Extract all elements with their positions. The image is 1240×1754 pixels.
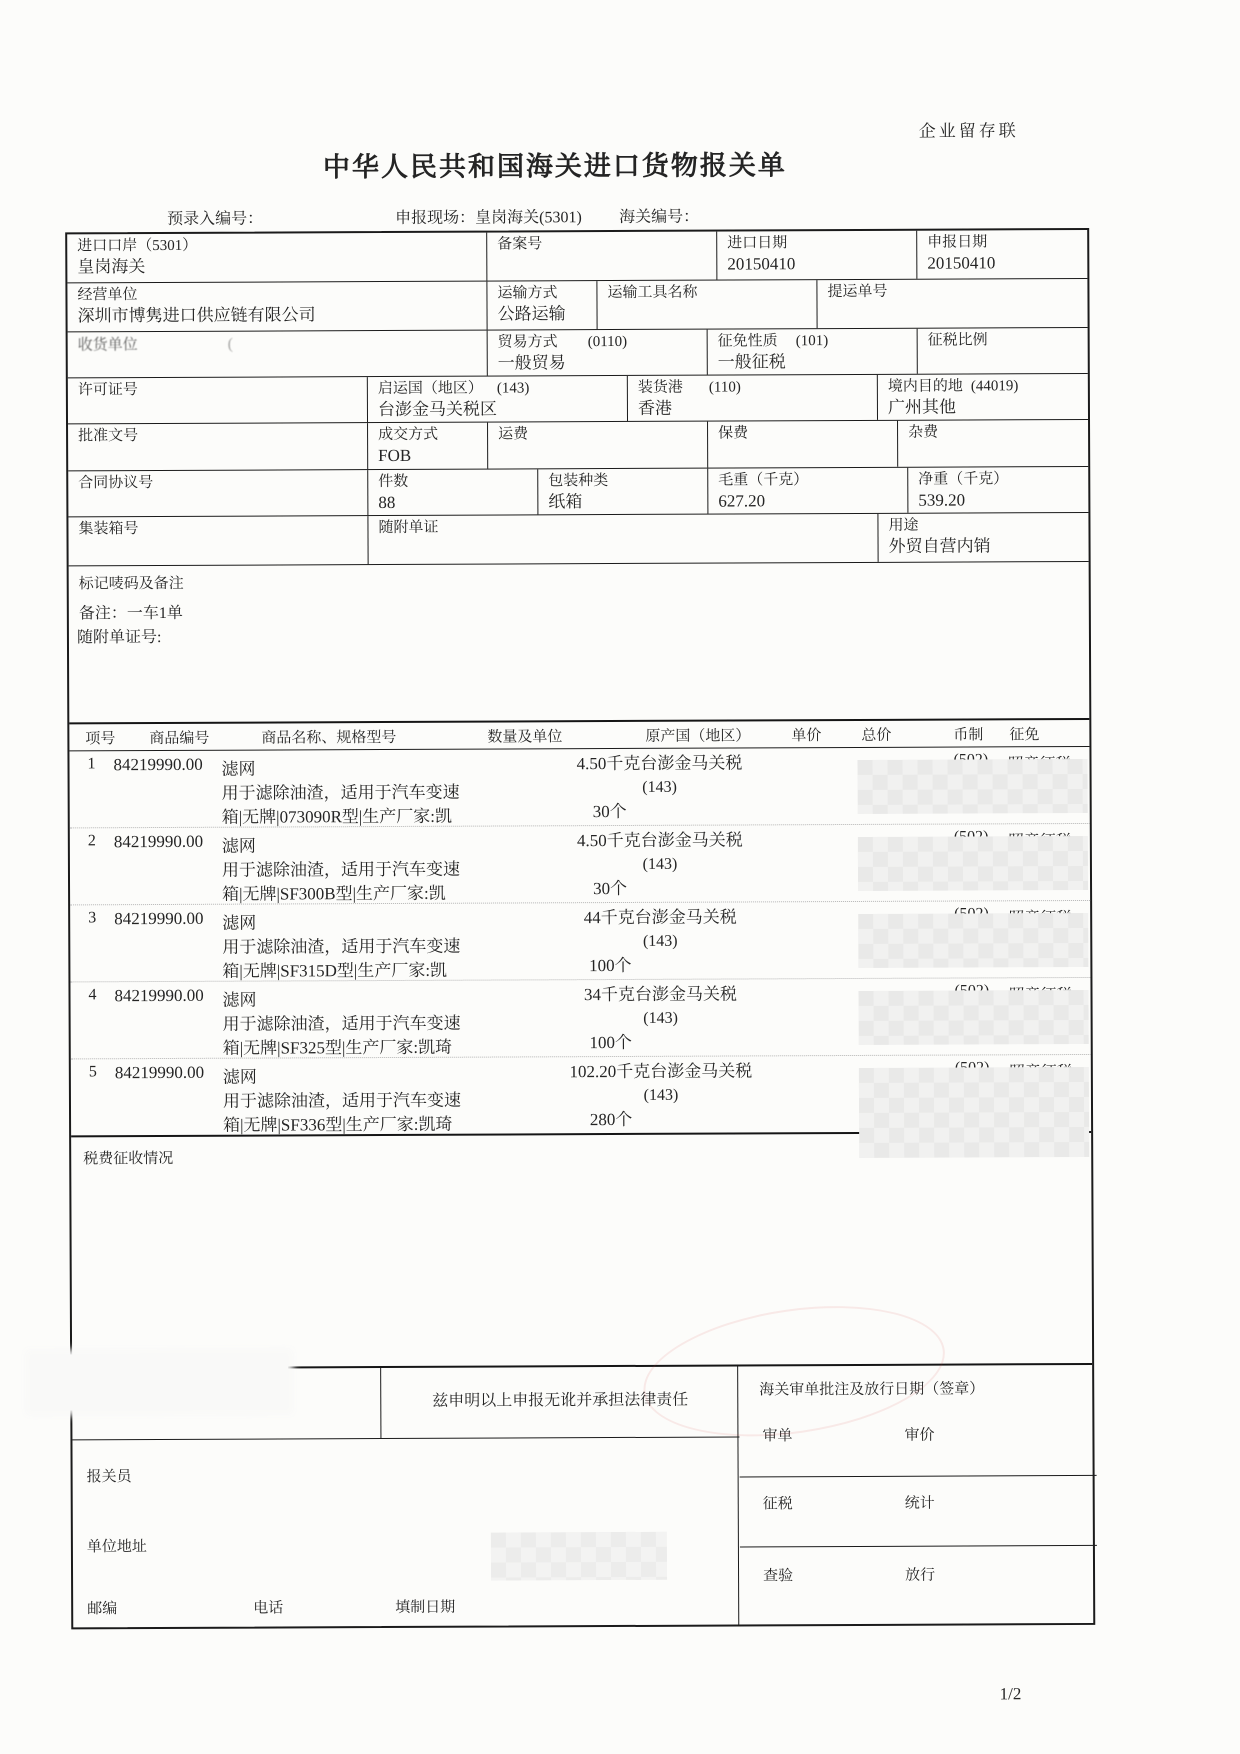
- item-hs-code: 84219990.00: [113, 755, 203, 775]
- container-no-label: 集装箱号: [78, 521, 139, 538]
- field-bill-no: [817, 279, 1087, 328]
- col-hs-code: 商品编号: [149, 731, 210, 748]
- field-origin-country: [368, 376, 628, 422]
- zip-label: 邮编: [87, 1601, 118, 1618]
- divider: [740, 1545, 1097, 1548]
- origin-country-code: (143): [496, 380, 530, 397]
- field-record-no: [487, 232, 717, 281]
- item-no: 3: [88, 909, 97, 927]
- field-pack-type: [538, 469, 708, 515]
- divider: [740, 1475, 1097, 1478]
- field-misc-fee: [898, 420, 1088, 467]
- attached-doc-no-label: 随附单证号:: [76, 629, 162, 647]
- transport-mode-label: 运输方式: [497, 285, 558, 302]
- item-row-1: [69, 747, 1089, 828]
- levy-nature-code: (101): [795, 333, 829, 350]
- item-row-4: [70, 978, 1090, 1059]
- destination-code: (44019): [970, 378, 1019, 395]
- item-name: 滤网: [222, 991, 257, 1011]
- origin-country-label-line: 启运国（地区） (143): [377, 380, 530, 398]
- copy-label: 企业留存联: [918, 121, 1019, 141]
- marks-label: 标记唛码及备注: [78, 576, 184, 593]
- col-total-price: 总价: [861, 728, 892, 745]
- transport-mode-value: 公路运输: [497, 303, 566, 324]
- item-qty-count: 30个: [593, 879, 628, 899]
- item-desc-line1: 用于滤除油渣，适用于汽车变速: [222, 937, 461, 958]
- field-attached-docs: [368, 514, 878, 564]
- customs-note-label: 海关审单批注及放行日期（签章）: [759, 1381, 985, 1399]
- item-origin-code: (143): [642, 933, 678, 951]
- item-qty-weight: 4.50千克台澎金马关税: [576, 830, 743, 851]
- field-gross-weight: [708, 468, 908, 514]
- import-port-value: 皇岗海关: [77, 256, 146, 277]
- item-no: 4: [88, 986, 97, 1004]
- price-redaction: [859, 990, 1089, 1045]
- approval-no-label: 批准文号: [78, 428, 139, 445]
- import-date-label: 进口日期: [727, 235, 788, 252]
- phone-label: 电话: [253, 1600, 284, 1618]
- col-item-no: 项号: [85, 731, 116, 748]
- item-qty-origin: [499, 752, 819, 825]
- item-qty-weight: 102.20千克台澎金马关税: [569, 1061, 753, 1082]
- field-license-no: [68, 377, 368, 423]
- declarant-label: 报关员: [86, 1469, 132, 1486]
- row-import-port: [67, 230, 1087, 282]
- field-import-date: [717, 231, 917, 280]
- field-container-no: [68, 517, 368, 566]
- price-redaction: [858, 836, 1088, 891]
- col-origin: 原产国（地区）: [645, 728, 751, 746]
- usage-label: 用途: [888, 518, 919, 535]
- item-name: 滤网: [222, 1068, 257, 1088]
- tax-collection-label: 税费征收情况: [83, 1151, 174, 1168]
- item-name: 滤网: [221, 837, 256, 857]
- trade-mode-label-line: 贸易方式 (0110): [497, 333, 628, 351]
- record-no-label: 备案号: [497, 236, 543, 253]
- declare-date-label: 申报日期: [927, 234, 988, 251]
- col-unit-price: 单价: [791, 728, 822, 745]
- field-destination: [878, 374, 1088, 420]
- pack-type-value: 纸箱: [548, 492, 583, 512]
- item-hs-code: 84219990.00: [114, 1063, 205, 1083]
- attached-docs-label: 随附单证: [378, 520, 439, 537]
- field-tax-ratio: [918, 328, 1088, 374]
- field-declare-date: [917, 230, 1087, 279]
- divider: [72, 1437, 739, 1441]
- col-currency: 币制: [953, 727, 984, 744]
- item-row-3: [70, 901, 1090, 982]
- page-title: 中华人民共和国海关进口货物报关单: [322, 150, 787, 183]
- item-qty-count: 100个: [589, 956, 632, 976]
- loading-port-code: (110): [708, 379, 741, 396]
- trade-mode-code: (0110): [587, 333, 628, 351]
- price-redaction: [859, 1067, 1089, 1158]
- item-desc-line2: 箱|无牌|SF325型|生产厂家:凯琦: [222, 1038, 453, 1059]
- field-trade-mode: [488, 330, 708, 376]
- page-number: 1/2: [999, 1684, 1022, 1704]
- levy-nature-value: 一般征税: [717, 352, 786, 372]
- inspect-label: 查验: [763, 1568, 794, 1585]
- operator-label: 经营单位: [77, 287, 138, 304]
- price-review-label: 审价: [904, 1428, 935, 1445]
- consignee-redaction-mark: (: [227, 335, 234, 353]
- destination-value: 广州其他: [887, 397, 956, 417]
- import-date-value: 20150410: [727, 253, 796, 274]
- col-name-spec: 商品名称、规格型号: [261, 730, 397, 747]
- levy-label: 征税: [762, 1496, 793, 1513]
- trade-mode-value: 一般贸易: [497, 352, 566, 373]
- import-port-label: 进口口岸（5301）: [77, 237, 198, 255]
- contract-no-label: 合同协议号: [78, 475, 154, 492]
- levy-nature-label-line: 征免性质 (101): [717, 333, 829, 350]
- item-no: 1: [87, 755, 96, 773]
- field-transport-name: [597, 280, 817, 329]
- item-qty-count: 280个: [589, 1110, 633, 1130]
- declare-site: [395, 204, 582, 228]
- field-transport-mode: [487, 281, 597, 329]
- declaration-form: [65, 228, 1095, 1630]
- consignee-label: 收货单位 (: [77, 335, 234, 354]
- operator-value: 深圳市博隽进口供应链有限公司: [77, 305, 316, 326]
- gross-weight-value: 627.20: [718, 491, 766, 511]
- fill-date-redaction: [491, 1532, 667, 1581]
- freight-label: 运费: [498, 426, 529, 443]
- item-name: 滤网: [221, 760, 256, 780]
- terms-value: FOB: [378, 445, 412, 466]
- usage-value: 外贸自营内销: [888, 536, 991, 556]
- declare-site-label: 申报现场：: [395, 209, 476, 227]
- item-qty-origin: [500, 906, 820, 979]
- doc-review-label: 审单: [762, 1428, 793, 1445]
- row-operator: [67, 278, 1087, 331]
- field-terms: [368, 423, 488, 470]
- tax-ratio-label: 征税比例: [927, 332, 988, 349]
- declare-site-value: 皇岗海关(5301): [475, 209, 582, 227]
- field-contract-no: [68, 470, 368, 516]
- field-packages: [368, 470, 538, 516]
- marks-remarks-box: [69, 561, 1090, 722]
- field-operator: [67, 282, 487, 332]
- row-container: [68, 512, 1088, 565]
- item-hs-code: 84219990.00: [114, 909, 204, 929]
- item-row-5: [71, 1055, 1091, 1135]
- loading-port-label-line: 装货港 (110): [637, 379, 741, 397]
- item-qty-count: 30个: [592, 802, 627, 822]
- declaration-statement: 兹申明以上申报无讹并承担法律责任: [432, 1392, 689, 1411]
- item-origin-code: (143): [642, 856, 678, 874]
- item-origin-code: (143): [643, 1010, 678, 1028]
- fill-date-label: 填制日期: [395, 1600, 456, 1617]
- declare-date-value: 20150410: [927, 253, 996, 273]
- release-label: 放行: [905, 1568, 936, 1585]
- field-consignee: [68, 331, 488, 378]
- row-license: [68, 373, 1088, 424]
- item-origin-code: (143): [643, 1087, 679, 1105]
- entry-clerk-redaction: [30, 1353, 288, 1410]
- gross-weight-label: 毛重（千克）: [718, 472, 809, 489]
- net-weight-label: 净重（千克）: [918, 471, 1009, 488]
- origin-country-value: 台澎金马关税区: [377, 399, 497, 419]
- loading-port-value: 香港: [637, 398, 672, 418]
- item-hs-code: 84219990.00: [114, 986, 204, 1006]
- tax-collection-box: [71, 1131, 1092, 1367]
- field-approval-no: [68, 423, 368, 470]
- item-desc-line2: 箱|无牌|SF336型|生产厂家:凯琦: [223, 1115, 453, 1136]
- destination-label-line: 境内目的地 (44019): [887, 378, 1019, 395]
- terms-label: 成交方式: [378, 427, 439, 444]
- license-no-label: 许可证号: [77, 382, 138, 399]
- misc-fee-label: 杂费: [908, 424, 939, 442]
- pre-entry-no-label: 预录入编号：: [167, 210, 264, 228]
- bill-no-label: 提运单号: [827, 283, 888, 301]
- item-qty-origin: [501, 1060, 821, 1133]
- item-qty-origin: [500, 983, 820, 1056]
- items-table-header: [69, 718, 1089, 751]
- item-desc-line2: 箱|无牌|073090R型|生产厂家:凯: [221, 807, 453, 828]
- item-desc-line2: 箱|无牌|SF315D型|生产厂家:凯: [222, 961, 448, 982]
- divider: [380, 1368, 381, 1438]
- preheader-row: [0, 201, 1237, 228]
- field-import-port: [67, 233, 487, 283]
- item-qty-origin: [500, 829, 820, 902]
- item-origin-code: (143): [642, 779, 677, 797]
- packages-value: 88: [378, 493, 396, 513]
- col-exempt: 征免: [1009, 727, 1040, 744]
- item-desc-line1: 用于滤除油渣，适用于汽车变速: [221, 783, 460, 804]
- item-desc-line2: 箱|无牌|SF300B型|生产厂家:凯: [222, 884, 446, 905]
- remark-line: 备注：一车1单: [78, 605, 183, 623]
- field-loading-port: [628, 375, 878, 421]
- col-qty-unit: 数量及单位: [487, 729, 563, 746]
- row-contract: [68, 466, 1088, 517]
- field-usage: [878, 513, 1088, 562]
- field-net-weight: [908, 467, 1088, 513]
- item-qty-weight: 4.50千克台澎金马关税: [576, 753, 743, 774]
- field-freight: [488, 422, 708, 469]
- price-redaction: [858, 913, 1088, 968]
- stats-label: 统计: [904, 1496, 935, 1513]
- pack-type-label: 包装种类: [548, 473, 609, 490]
- field-insurance: [708, 421, 898, 468]
- price-redaction: [857, 759, 1087, 814]
- item-desc-line1: 用于滤除油渣，适用于汽车变速: [221, 860, 461, 881]
- field-levy-nature: [708, 329, 918, 375]
- item-no: 5: [88, 1063, 97, 1081]
- transport-name-label: 运输工具名称: [607, 284, 698, 302]
- customs-no-label: 海关编号：: [619, 208, 700, 226]
- item-desc-line1: 用于滤除油渣，适用于汽车变速: [222, 1014, 461, 1035]
- item-row-2: [70, 824, 1090, 905]
- item-desc-line1: 用于滤除油渣，适用于汽车变速: [222, 1091, 462, 1112]
- item-qty-weight: 44千克台澎金马关税: [583, 907, 737, 928]
- row-consignee: [68, 327, 1088, 378]
- item-no: 2: [87, 832, 96, 850]
- item-qty-weight: 34千克台澎金马关税: [583, 984, 738, 1005]
- packages-label: 件数: [378, 474, 409, 491]
- net-weight-value: 539.20: [918, 490, 966, 510]
- item-name: 滤网: [222, 914, 257, 934]
- item-qty-count: 100个: [589, 1033, 633, 1053]
- row-approval: [68, 419, 1088, 470]
- insurance-label: 保费: [718, 425, 749, 442]
- item-hs-code: 84219990.00: [113, 832, 204, 852]
- unit-address-label: 单位地址: [86, 1539, 147, 1556]
